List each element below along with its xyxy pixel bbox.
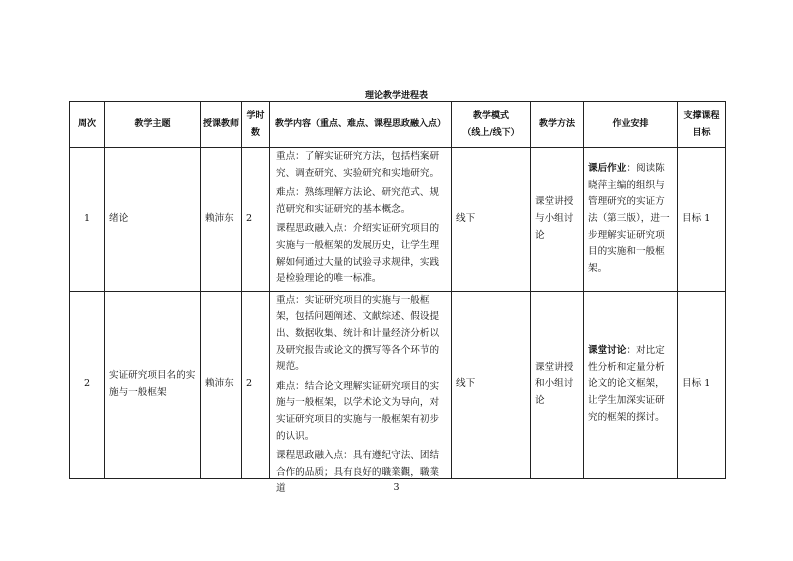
row-mode: 线下: [452, 148, 531, 292]
header-row: [70, 102, 726, 148]
row-hours: 2: [242, 291, 270, 478]
row-goal: 目标 1: [678, 291, 726, 478]
row-topic: 绪论: [105, 148, 201, 292]
header-teacher: 授课教师: [201, 102, 242, 148]
header-content: 教学内容（重点、难点、课程思政融入点）: [270, 102, 452, 148]
homework-text: ：对比定性分析和定量分析论文的论文框架，让学生加深实证研究的框架的探讨。: [588, 345, 665, 423]
row-week: 2: [70, 291, 105, 478]
row-homework: [584, 148, 678, 292]
row-teacher: 赖沛东: [201, 291, 242, 478]
row-content: [270, 291, 452, 495]
row-method: 课堂讲授与小组讨论: [531, 148, 584, 292]
content-key-point: 重点：实证研究项目的实施与一般框架，包括问题阐述、文献综述、假设提出、数据收集、统计和计量经济分析以及研究报告或论文的撰写等各个环节的规范。: [276, 294, 440, 373]
content-key-point: 重点：了解实证研究方法，包括档案研究、调查研究、实验研究和实地研究。: [276, 151, 440, 179]
teaching-schedule-table: [69, 101, 726, 495]
row-goal: 目标 1: [678, 148, 726, 292]
content-difficulty: 难点：熟练理解方法论、研究范式、规范研究和实证研究的基本概念。: [276, 187, 440, 215]
content-ideology: 课程思政融入点：介绍实证研究项目的实施与一般框架的发展历史，让学生理解如何通过大量的试验寻求规律，实践是检验理论的唯一标准。: [276, 223, 440, 285]
content-clip: [276, 293, 446, 495]
header-mode-line1: 教学模式: [472, 110, 509, 121]
row-topic: 实证研究项目名的实施与一般框架: [105, 291, 201, 478]
row-homework: [584, 291, 678, 478]
table-row: [70, 291, 726, 478]
row-content: [270, 148, 452, 292]
homework-label: 课后作业: [588, 163, 627, 175]
header-mode-line2: （线上/线下）: [462, 127, 520, 138]
header-method: 教学方法: [531, 102, 584, 148]
row-week: 1: [70, 148, 105, 292]
header-topic: 教学主题: [105, 102, 201, 148]
homework-label: 课堂讨论: [588, 345, 627, 357]
row-mode: 线下: [452, 291, 531, 478]
header-goal: 支撑课程目标: [678, 102, 726, 148]
row-teacher: 赖沛东: [201, 148, 242, 292]
page-number: 3: [393, 482, 400, 493]
table-caption: 理论教学进程表: [364, 91, 428, 101]
row-hours: 2: [242, 148, 270, 292]
header-mode: [452, 102, 531, 148]
homework-text: ：阅读陈晓萍主编的组织与管理研究的实证方法（第三版），进一步理解实证研究项目的实施和一般框架。: [588, 163, 670, 274]
content-ideology: 课程思政融入点：具有遵纪守法、团结合作的品质；具有良好的職業觀，職業道: [276, 450, 440, 495]
table-row: [70, 148, 726, 292]
header-week: 周次: [70, 102, 105, 148]
row-method: 课堂讲授和小组讨论: [531, 291, 584, 478]
header-homework: 作业安排: [584, 102, 678, 148]
header-hours: 学时数: [242, 102, 270, 148]
content-difficulty: 难点：结合论文理解实证研究项目的实施与一般框架，以学术论文为导向，对实证研究项目的实施与一般框架有初步的认识。: [276, 380, 440, 442]
